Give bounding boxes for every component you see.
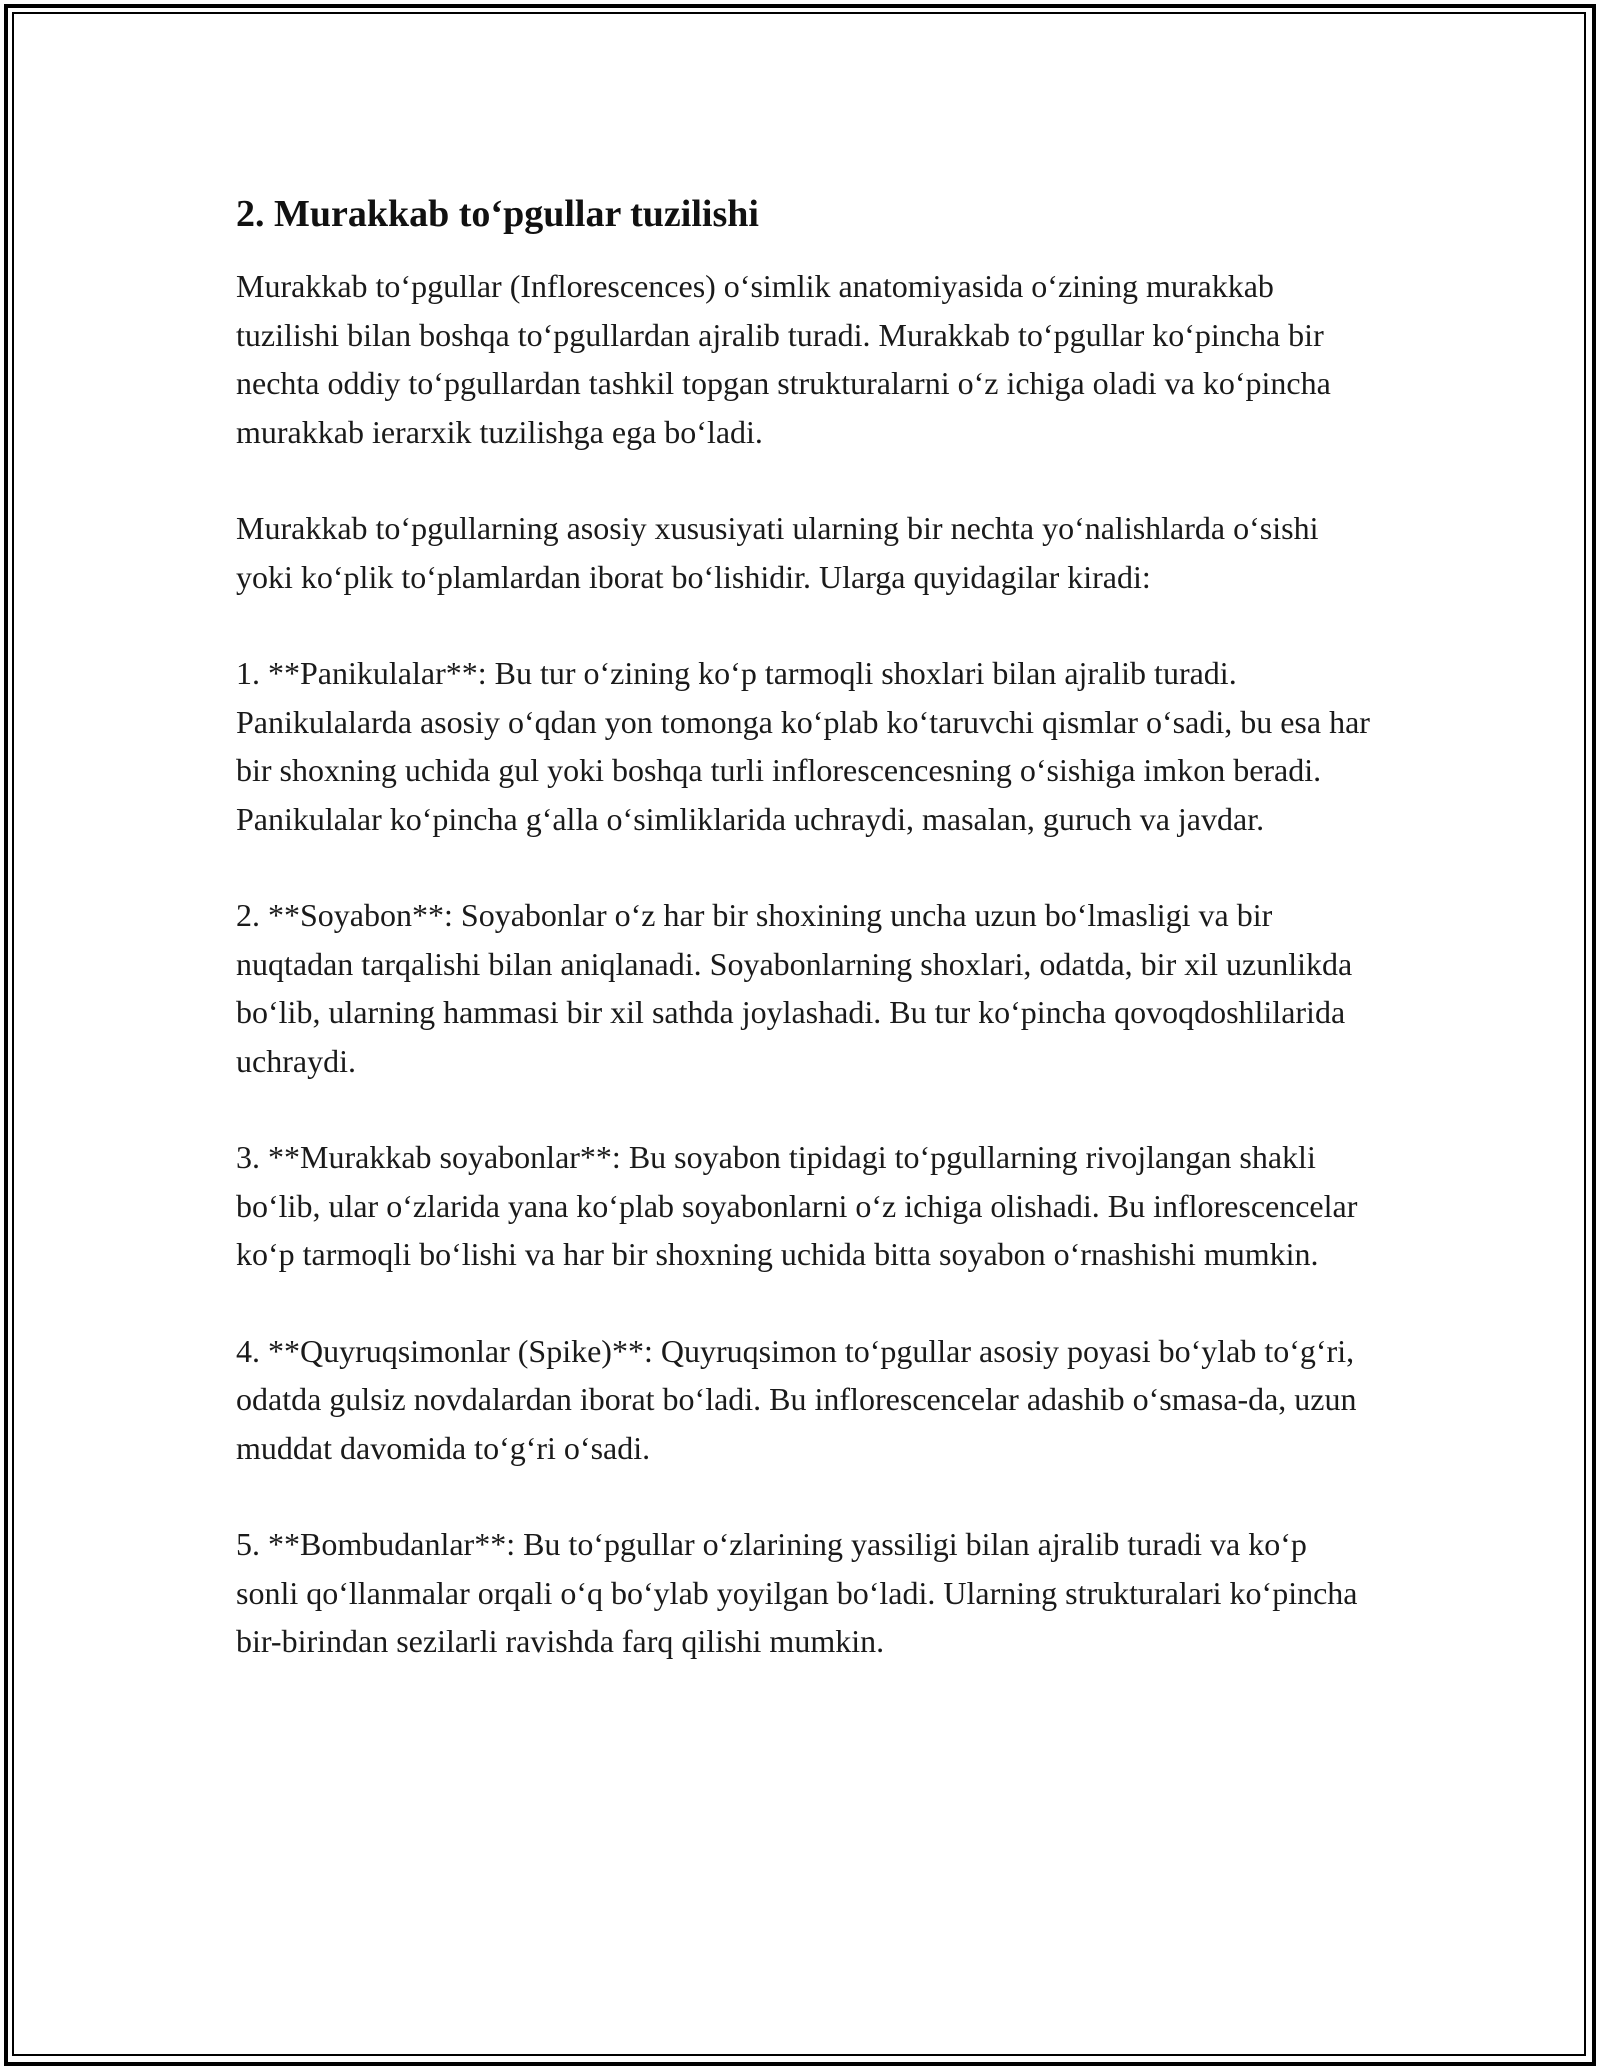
paragraph-spike: 4. **Quyruqsimonlar (Spike)**: Quyruqsimon to‘pgullar asosiy poyasi bo‘ylab to‘g‘ri, odatda gulsiz novdalardan iborat bo‘ladi. Bu inflorescencelar adashib o‘smasa-da, uzun muddat davomida to‘g‘ri o‘sadi. bbox=[236, 1332, 1357, 1466]
paragraph-features: Murakkab to‘pgullarning asosiy xususiyati ularning bir nechta yo‘nalishlarda o‘sishi yoki ko‘plik to‘plamlardan iborat bo‘lishidir. Ularga quyidagilar kiradi: bbox=[236, 510, 1319, 595]
paragraph-panicles: 1. **Panikulalar**: Bu tur o‘zining ko‘p tarmoqli shoxlari bilan ajralib turadi. Panikulalarda asosiy o‘qdan yon tomonga ko‘plab ko‘taruvchi qismlar o‘sadi, bu esa har bir shoxning uchida gul yoki boshqa turli inflorescencesning o‘sishiga imkon beradi. Panikulalar ko‘pincha g‘alla o‘simliklarida uchraydi, masalan, guruch va javdar. bbox=[236, 655, 1370, 837]
paragraph-intro: Murakkab to‘pgullar (Inflorescences) o‘simlik anatomiyasida o‘zining murakkab tuzilishi bilan boshqa to‘pgullardan ajralib turadi. Murakkab to‘pgullar ko‘pincha bir nechta oddiy to‘pgullardan tashkil topgan strukturalarni o‘z ichiga oladi va ko‘pincha murakkab ierarxik tuzilishga ega bo‘ladi. bbox=[236, 268, 1331, 450]
paragraph-umbel: 2. **Soyabon**: Soyabonlar o‘z har bir shoxining uncha uzun bo‘lmasligi va bir nuqtadan tarqalishi bilan aniqlanadi. Soyabonlarning shoxlari, odatda, bir xil uzunlikda bo‘lib, ularning hammasi bir xil sathda joylashadi. Bu tur ko‘pincha qovoqdoshlilarida uchraydi. bbox=[236, 897, 1353, 1079]
paragraph-bombudanlar: 5. **Bombudanlar**: Bu to‘pgullar o‘zlarining yassiligi bilan ajralib turadi va ko‘p sonli qo‘llanmalar orqali o‘q bo‘ylab yoyilgan bo‘ladi. Ularning strukturalari ko‘pincha bir-birindan sezilarli ravishda farq qilishi mumkin. bbox=[236, 1526, 1358, 1659]
paragraph-compound-umbels: 3. **Murakkab soyabonlar**: Bu soyabon tipidagi to‘pgullarning rivojlangan shakli bo‘lib, ular o‘zlarida yana ko‘plab soyabonlarni o‘z ichiga olishadi. Bu inflorescencelar ko‘p tarmoqli bo‘lishi va har bir shoxning uchida bitta soyabon o‘rnashishi mumkin. bbox=[236, 1139, 1358, 1272]
document-body bbox=[236, 188, 1376, 1714]
section-heading: 2. Murakkab to‘pgullar tuzilishi bbox=[236, 193, 759, 235]
